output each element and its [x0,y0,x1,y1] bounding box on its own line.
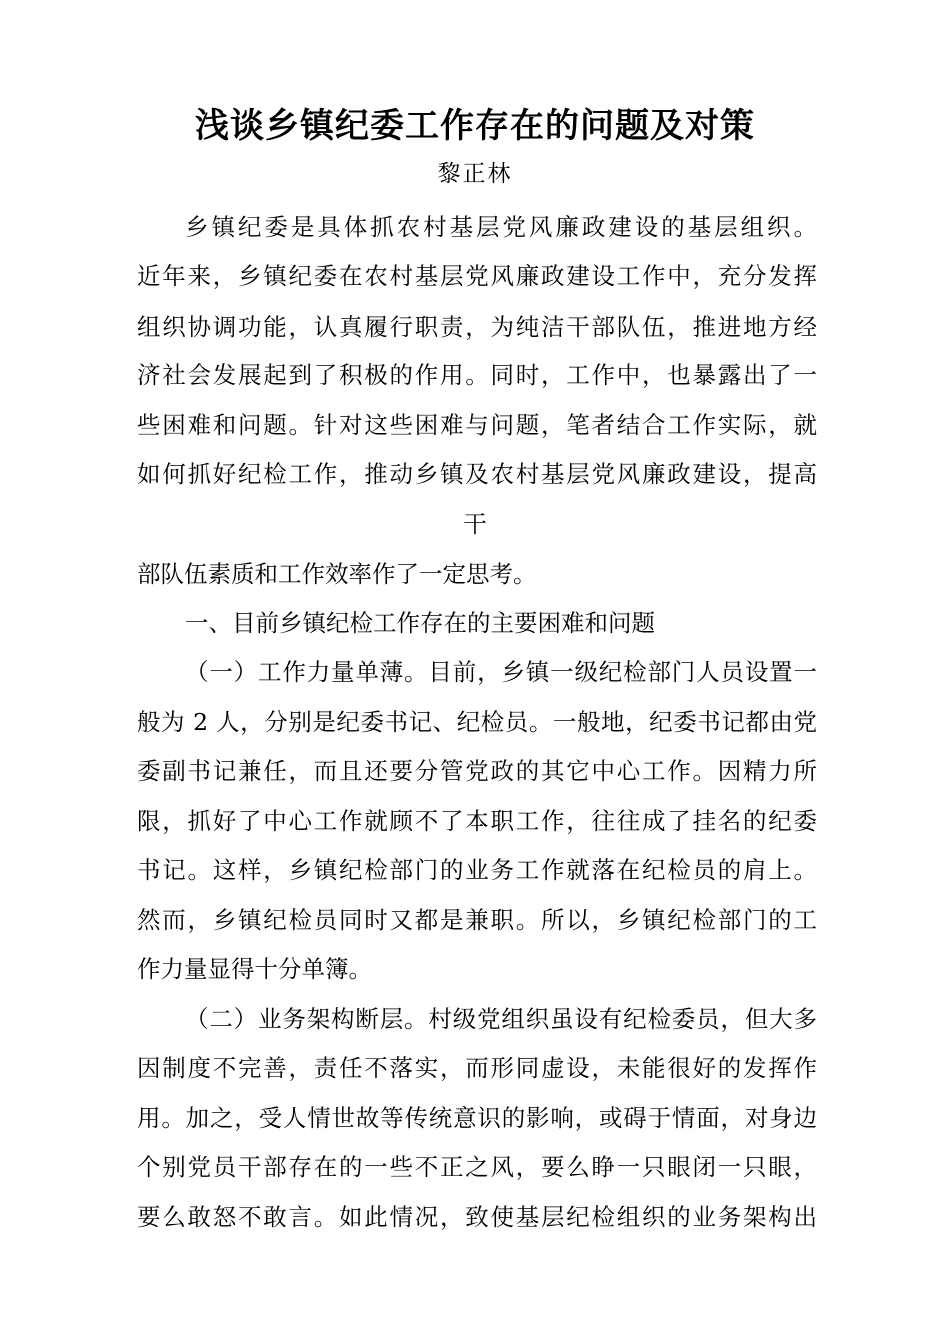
text-line: 个别党员干部存在的一些不正之风，要么睁一只眼闭一只眼， [137,1153,817,1181]
text-line: 书记。这样，乡镇纪检部门的业务工作就落在纪检员的肩上。 [137,856,817,884]
text-line: （一）工作力量单薄。目前，乡镇一级纪检部门人员设置一 [185,658,817,686]
text-line: 干 [463,510,487,538]
text-line: 组织协调功能，认真履行职责，为纯洁干部队伍，推进地方经 [137,313,817,341]
text-line: 济社会发展起到了积极的作用。同时，工作中，也暴露出了一 [137,361,817,389]
text-line: 如何抓好纪检工作，推动乡镇及农村基层党风廉政建设，提高 [137,460,817,488]
text-line: 乡镇纪委是具体抓农村基层党风廉政建设的基层组织。 [185,213,817,241]
text-line: 委副书记兼任，而且还要分管党政的其它中心工作。因精力所 [137,757,817,785]
text-line: 些困难和问题。针对这些困难与问题，笔者结合工作实际，就 [137,411,817,439]
text-line: 限，抓好了中心工作就顾不了本职工作，往往成了挂名的纪委 [137,807,817,835]
text-line: 因制度不完善，责任不落实，而形同虚设，未能很好的发挥作 [137,1054,817,1082]
text-line: 部队伍素质和工作效率作了一定思考。 [137,560,537,588]
document-author: 黎正林 [437,161,513,187]
document-title: 浅谈乡镇纪委工作存在的问题及对策 [195,106,755,146]
text-line: 作力量显得十分单簿。 [137,955,372,983]
section-heading: 一、目前乡镇纪检工作存在的主要困难和问题 [185,609,655,637]
text-line: （二）业务架构断层。村级党组织虽设有纪检委员，但大多 [185,1005,817,1033]
text-line: 要么敢怒不敢言。如此情况，致使基层纪检组织的业务架构出 [137,1203,817,1231]
text-line: 用。加之，受人情世故等传统意识的影响，或碍于情面，对身边 [137,1104,817,1132]
text-line: 近年来，乡镇纪委在农村基层党风廉政建设工作中，充分发挥 [137,262,817,290]
text-line: 然而，乡镇纪检员同时又都是兼职。所以，乡镇纪检部门的工 [137,906,817,934]
text-line: 般为 2 人，分别是纪委书记、纪检员。一般地，纪委书记都由党 [137,708,817,736]
